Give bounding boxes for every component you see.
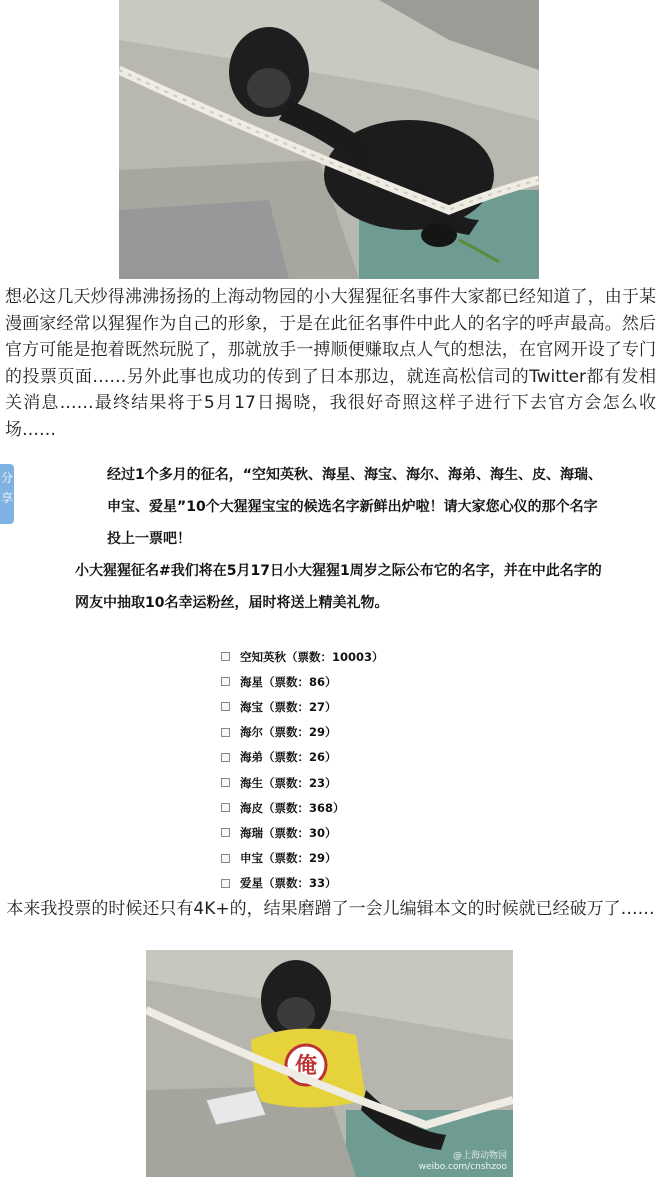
vote-option[interactable]	[221, 669, 461, 694]
watermark-handle: @上海动物园	[452, 1151, 507, 1161]
vote-option-label: 空知英秋（票数：10003）	[240, 649, 384, 664]
share-tab-button[interactable]	[0, 464, 14, 524]
vote-checkbox[interactable]	[221, 879, 230, 888]
vote-option[interactable]	[221, 644, 461, 669]
vote-option[interactable]	[221, 846, 461, 871]
vote-checkbox[interactable]	[221, 753, 230, 762]
vote-option-label: 申宝（票数：29）	[240, 851, 337, 866]
vote-checkbox[interactable]	[221, 652, 230, 661]
vote-option-label: 海瑞（票数：30）	[240, 825, 337, 840]
vote-option[interactable]	[221, 820, 461, 845]
vote-checkbox[interactable]	[221, 677, 230, 686]
vote-option-label: 海弟（票数：26）	[240, 750, 337, 765]
vote-option[interactable]	[221, 694, 461, 719]
vote-option[interactable]	[221, 745, 461, 770]
vote-option[interactable]	[221, 720, 461, 745]
share-tab-label-1: 分	[0, 471, 13, 485]
vote-option[interactable]	[221, 770, 461, 795]
vote-option-label: 海尔（票数：29）	[240, 725, 337, 740]
watermark-url: weibo.com/cnshzoo	[418, 1162, 507, 1172]
gorilla-photo-edited	[146, 950, 513, 1177]
notice-paragraph-2: 小大猩猩征名#我们将在5月17日小大猩猩1周岁之际公布它的名字，并在中此名字的网友中抽取10名幸运粉丝，届时将送上精美礼物。	[75, 563, 602, 611]
vote-checkbox[interactable]	[221, 728, 230, 737]
notice-paragraph-1: 经过1个多月的征名，“空知英秋、海星、海宝、海尔、海弟、海生、皮、海瑞、申宝、爱星”10个大猩猩宝宝的候选名字新鲜出炉啦！请大家您心仪的那个名字投上一票吧！	[107, 467, 602, 547]
vote-checkbox[interactable]	[221, 702, 230, 711]
vote-option[interactable]	[221, 795, 461, 820]
vote-option-label: 海生（票数：23）	[240, 775, 337, 790]
vote-checkbox[interactable]	[221, 778, 230, 787]
vote-checkbox[interactable]	[221, 854, 230, 863]
weibo-watermark	[419, 1151, 507, 1173]
intro-paragraph: 想必这几天炒得沸沸扬扬的上海动物园的小大猩猩征名事件大家都已经知道了，由于某漫画家经常以猩猩作为自己的形象，于是在此征名事件中此人的名字的呼声最高。然后官方可能是抱着既然玩脱了，那就放手一搏顺便赚取点人气的想法，在官网开设了专门的投票页面……另外此事也成功的传到了日本那边，就连高松信司的Twitter都有发相关消息……最终结果将于5月17日揭晓，我很好奇照这样子进行下去官方会怎么收场……	[5, 287, 656, 440]
vote-option[interactable]	[221, 871, 461, 896]
vote-option-label: 海星（票数：86）	[240, 674, 337, 689]
closing-paragraph: 本来我投票的时候还只有4K+的，结果磨蹭了一会儿编辑本文的时候就已经破万了……	[6, 899, 655, 919]
vote-option-label: 海宝（票数：27）	[240, 699, 337, 714]
vote-checkbox[interactable]	[221, 803, 230, 812]
vote-checkbox[interactable]	[221, 828, 230, 837]
share-tab-label-2: 享	[0, 491, 13, 505]
vote-option-label: 爱星（票数：33）	[240, 876, 337, 891]
naming-notice	[75, 459, 605, 619]
vote-option-label: 海皮（票数：368）	[240, 800, 345, 815]
gorilla-photo-top	[119, 0, 539, 279]
vote-list	[221, 644, 461, 896]
shirt-glyph: 俺	[294, 1054, 318, 1079]
